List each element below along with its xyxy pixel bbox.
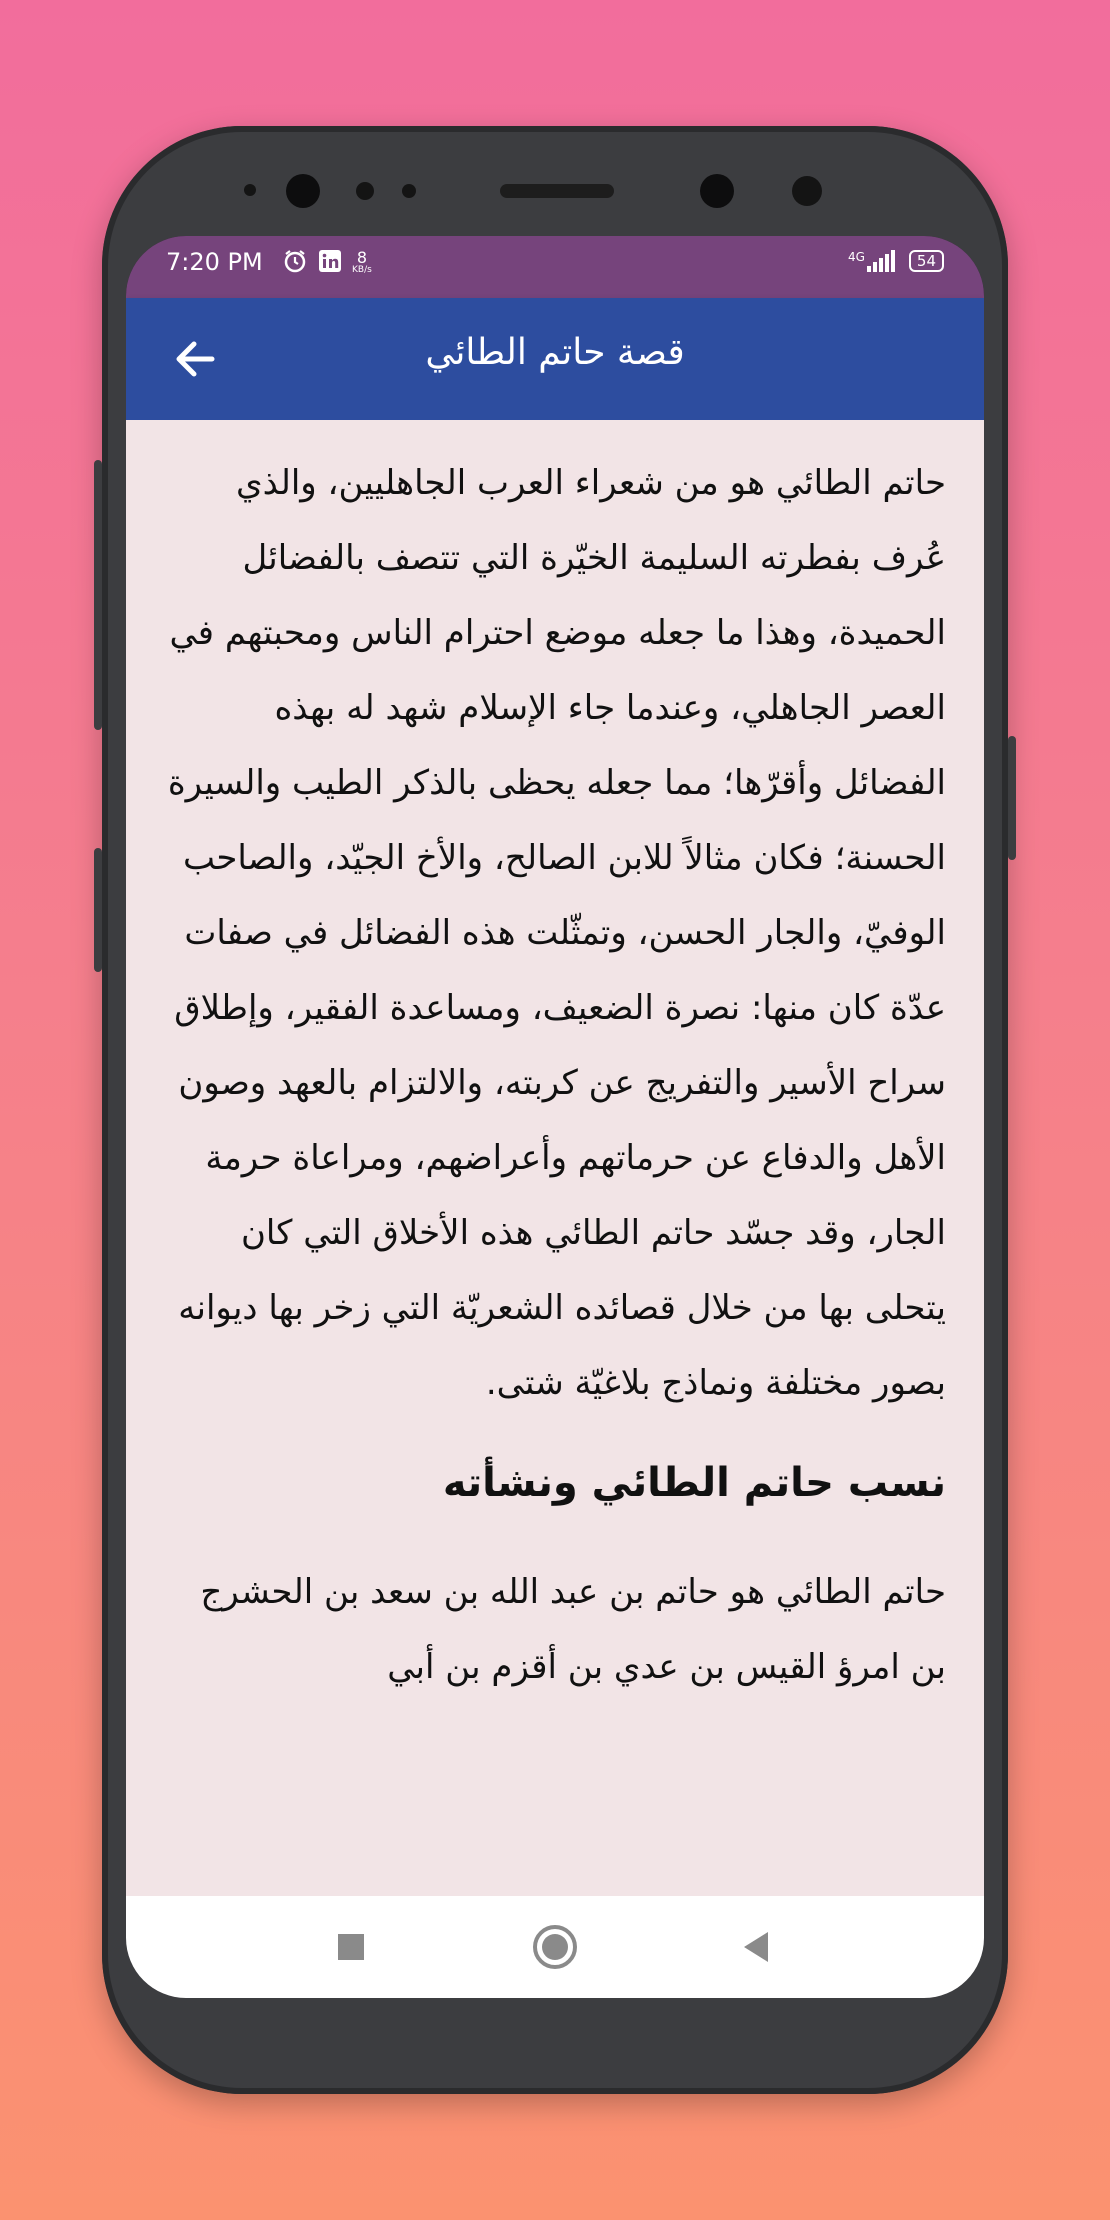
net-speed-value: 8 (356, 248, 367, 267)
nav-recents-button[interactable] (326, 1922, 376, 1972)
phone-frame (102, 126, 1008, 2094)
page-title: قصة حاتم الطائي (425, 332, 685, 373)
nav-back-button[interactable] (732, 1922, 782, 1972)
article-body (126, 420, 984, 1705)
article-paragraph: حاتم الطائي هو من شعراء العرب الجاهليين، والذي عُرف بفطرته السليمة الخيّرة التي تتصف بالفضائل الحميدة، وهذا ما جعله موضع احترام الناس ومحبتهم في العصر الجاهلي، وعندما جاء الإسلام شهد له بهذه الفضائل وأقرّها؛ مما جعله يحظى بالذكر الطيب والسيرة الحسنة؛ فكان مثالاً للابن الصالح، والأخ الجيّد، والصاحب الوفيّ، والجار الحسن، وتمثّلت هذه الفضائل في صفات عدّة كان منها: نصرة الضعيف، ومساعدة الفقير، وإطلاق سراح الأسير والتفريج عن كربته، والالتزام بالعهد وصون الأهل والدفاع عن حرماتهم وأعراضهم، ومراعاة حرمة الجار، وقد جسّد حاتم الطائي هذه الأخلاق التي كان يتحلى بها من خلال قصائده الشعريّة التي زخر بها ديوانه بصور مختلفة ونماذج بلاغيّة شتى. (167, 463, 946, 1403)
phone-screen (126, 236, 984, 1998)
volume-button (94, 460, 102, 730)
article-content[interactable] (126, 420, 984, 1896)
status-bar (126, 236, 984, 298)
sensor-dot (244, 184, 256, 196)
linkedin-icon (318, 249, 342, 279)
triangle-back-icon (732, 1922, 782, 1972)
app-bar (126, 298, 984, 420)
circle-icon (530, 1922, 580, 1972)
side-button-lower (94, 848, 102, 972)
system-nav-bar (126, 1896, 984, 1998)
status-time: 7:20 PM (166, 248, 263, 276)
square-icon (326, 1922, 376, 1972)
net-speed-unit: KB/s (352, 265, 372, 275)
front-camera (286, 174, 320, 208)
nav-home-button[interactable] (530, 1922, 580, 1972)
sensor-dot (792, 176, 822, 206)
sensor-dot (356, 182, 374, 200)
battery-icon: 54 (909, 250, 944, 272)
network-type: 4G (847, 250, 865, 264)
section-heading: نسب حاتم الطائي ونشأته (442, 1460, 946, 1506)
status-icons-left (282, 248, 372, 280)
signal-icon (848, 250, 897, 272)
alarm-icon (282, 248, 308, 280)
status-icons-right (848, 250, 944, 272)
earpiece-speaker (500, 184, 614, 198)
net-speed (352, 248, 372, 276)
secondary-camera (700, 174, 734, 208)
article-paragraph: حاتم الطائي هو حاتم بن عبد الله بن سعد بن الحشرج بن امرؤ القيس بن عدي بن أقزم بن أبي (200, 1572, 946, 1687)
sensor-dot (402, 184, 416, 198)
power-button (1008, 736, 1016, 860)
